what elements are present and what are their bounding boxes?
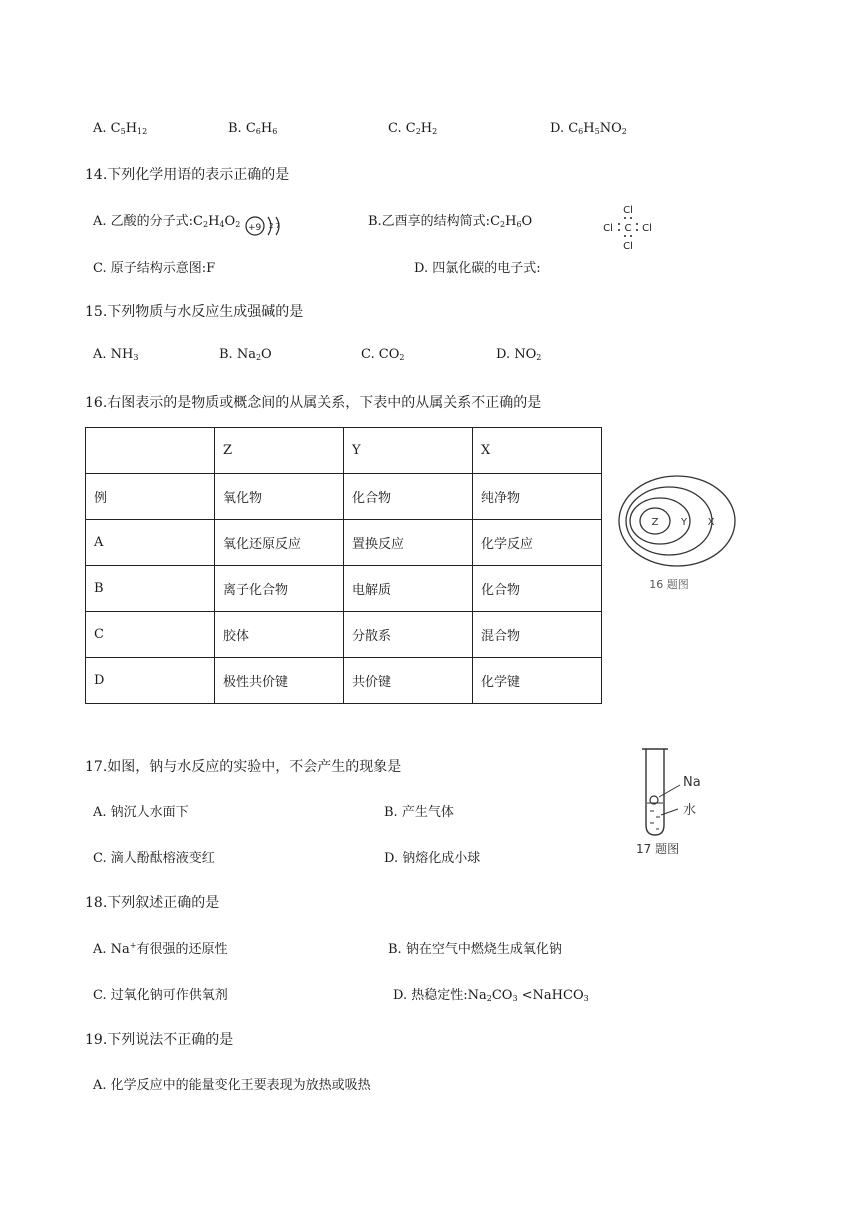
fig16-y-label: Y: [680, 517, 688, 528]
q14-option-a: A. 乙酸的分子式$:C_2H_4O_2$: [93, 214, 241, 229]
q13-option-d: D. $C_6H_5NO_2$: [550, 121, 627, 136]
q17-option-b: B. 产生气体: [384, 805, 454, 820]
q18-stem: 18.下列叙述正确的是: [85, 895, 220, 911]
table-cell: Y: [344, 428, 473, 474]
table-row: [86, 658, 602, 704]
ccl4-electron-formula-icon: [600, 204, 656, 252]
table-cell: 氧化物: [215, 474, 344, 520]
atom-structure-icon: [243, 212, 291, 238]
svg-text:Cl: Cl: [642, 223, 652, 234]
table-cell: 离子化合物: [215, 566, 344, 612]
atom-nucleus-label: +9: [248, 223, 262, 233]
table-row: [86, 612, 602, 658]
table-cell: C: [86, 612, 215, 658]
q18-option-b: B. 钠在空气中燃烧生成氧化钠: [388, 942, 562, 957]
table-cell: A: [86, 520, 215, 566]
table-cell: 电解质: [344, 566, 473, 612]
q19-option-a: A. 化学反应中的能量变化王要表现为放热或吸热: [93, 1078, 371, 1093]
q15-option-c: C. $CO_2$: [361, 347, 405, 362]
svg-text:Cl: Cl: [603, 223, 613, 234]
table-cell: 例: [86, 474, 215, 520]
q17-stem: 17.如图，钠与水反应的实验中，不会产生的现象是: [85, 759, 402, 775]
table-cell: 共价键: [344, 658, 473, 704]
table-cell: 氧化还原反应: [215, 520, 344, 566]
table-cell: 化合物: [344, 474, 473, 520]
q18-option-a: A. Na+有很强的还原性: [93, 941, 228, 957]
q17-option-a: A. 钠沉人水面下: [93, 805, 189, 820]
table-cell: 胶体: [215, 612, 344, 658]
q13-option-c: C. $C_2H_2$: [388, 121, 438, 136]
q14-option-d: D. 四氯化碳的电子式:: [414, 261, 541, 276]
q15-stem: 15.下列物质与水反应生成强碱的是: [85, 304, 304, 320]
table-cell: 混合物: [473, 612, 602, 658]
q16-relation-table: [85, 427, 602, 704]
fig17-water-label: 水: [683, 803, 697, 818]
table-cell: 分散系: [344, 612, 473, 658]
q19-stem: 19.下列说法不正确的是: [85, 1032, 234, 1048]
table-cell: B: [86, 566, 215, 612]
q13-option-a: A. $C_5H_{12}$: [93, 121, 148, 136]
q14-stem: 14.下列化学用语的表示正确的是: [85, 167, 290, 183]
q18-option-d: D. 热稳定性$:Na_2CO_3$ <NaHCO$_3$: [393, 988, 589, 1003]
q14-option-b: B.乙酉享的结构简式$:C_2H_6O$: [368, 214, 533, 229]
atom-shell-label: 2 7: [269, 222, 281, 230]
test-tube-diagram: [630, 745, 710, 857]
svg-text:Cl: Cl: [623, 205, 633, 216]
table-cell: D: [86, 658, 215, 704]
q17-option-d: D. 钠熔化成小球: [384, 851, 481, 866]
table-cell: 化学反应: [473, 520, 602, 566]
fig16-x-label: X: [707, 517, 715, 528]
fig16-z-label: Z: [651, 517, 659, 528]
q18-option-c: C. 过氧化钠可作供氧剂: [93, 988, 228, 1003]
table-cell: X: [473, 428, 602, 474]
svg-text:Cl: Cl: [623, 241, 633, 252]
table-cell: Z: [215, 428, 344, 474]
fig17-caption: 17 题图: [636, 842, 680, 856]
table-cell: 化合物: [473, 566, 602, 612]
table-cell: 极性共价键: [215, 658, 344, 704]
table-row: [86, 428, 602, 474]
table-cell: [86, 428, 215, 474]
table-row: [86, 520, 602, 566]
q15-option-d: D. $NO_2$: [496, 347, 542, 362]
table-cell: 置换反应: [344, 520, 473, 566]
svg-text:C: C: [624, 223, 632, 234]
q16-stem: 16.右图表示的是物质或概念间的从属关系，下表中的从属关系不正确的是: [85, 395, 542, 411]
q15-option-b: B. $Na_2O$: [219, 347, 272, 362]
table-row: [86, 566, 602, 612]
table-row: [86, 474, 602, 520]
fig17-na-label: Na: [683, 775, 701, 790]
table-cell: 纯净物: [473, 474, 602, 520]
nested-sets-diagram: [614, 470, 744, 595]
q17-option-c: C. 滴人酚酞榕液变红: [93, 851, 215, 866]
q13-option-b: B. $C_6H_6$: [228, 121, 278, 136]
q15-option-a: A. $NH_3$: [93, 347, 139, 362]
q14-option-c: C. 原子结构示意图:F: [93, 261, 216, 276]
fig16-caption: 16 题图: [649, 578, 689, 591]
table-cell: 化学键: [473, 658, 602, 704]
